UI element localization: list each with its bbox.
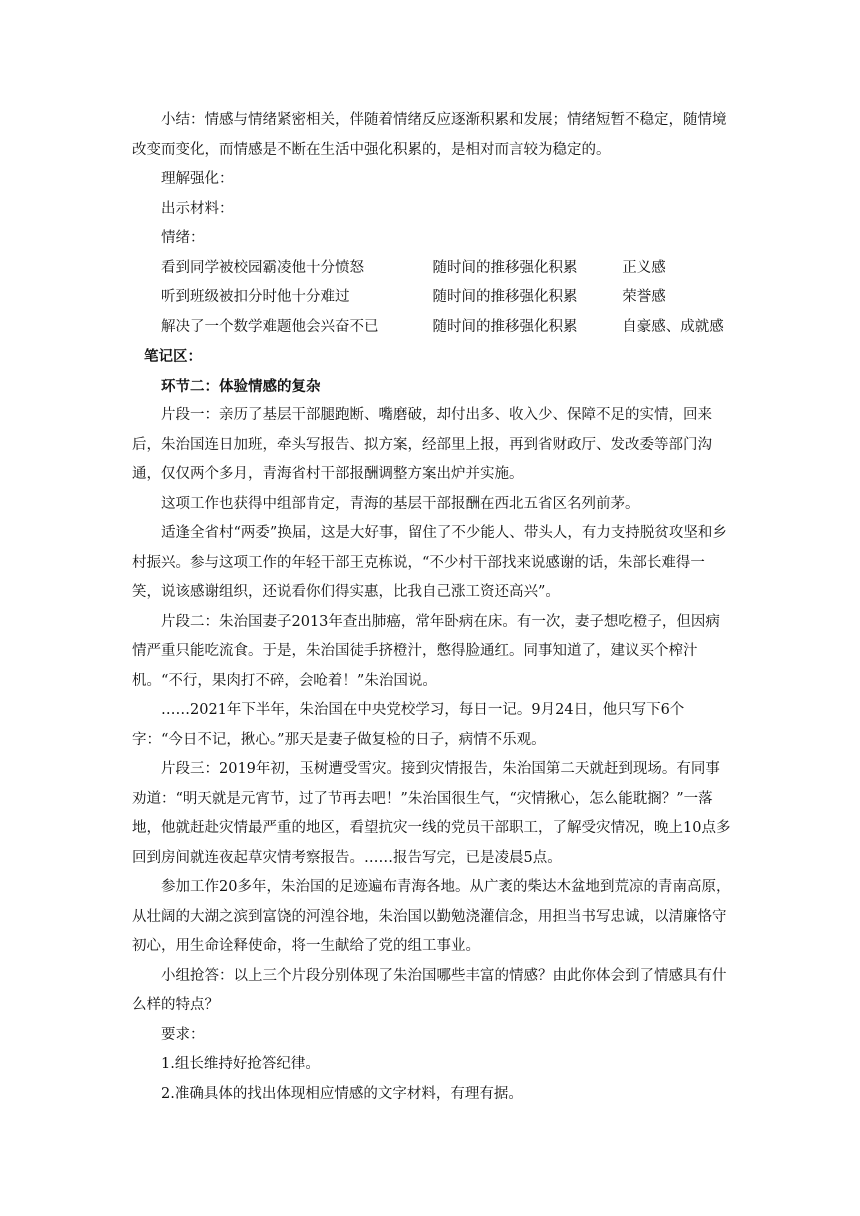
requirement-item: 1.组长维持好抢答纪律。 — [161, 1056, 320, 1072]
table-row — [132, 313, 732, 343]
story-paragraph: ……2021年下半年，朱治国在中央党校学习，每日一记。9月24日，他只写下6个字：“今日不记，揪心。”那天是妻子做复检的日子，病情不乐观。 — [132, 702, 685, 748]
section-title: 环节二：体验情感的复杂 — [161, 377, 321, 395]
story-paragraph: 适逢全省村“两委”换届，这是大好事，留住了不少能人、带头人，有力支持脱贫攻坚和乡村振兴。参与这项工作的年轻干部王克栋说，“不少村干部找来说感谢的话，朱部长难得一笑，说该感谢组织，还说看你们得实惠，比我自己涨工资还高兴”。 — [132, 525, 727, 600]
requirement-item: 2.准确具体的找出体现相应情感的文字材料，有理有据。 — [161, 1085, 523, 1102]
story-paragraph: 片段一：亲历了基层干部腿跑断、嘴磨破，却付出多、收入少、保障不足的实情，回来后，朱治国连日加班，牵头写报告、拟方案，经部里上报，再到省财政厅、发改委等部门沟通，仅仅两个多月，青海省村干部报酬调整方案出炉并实施。 — [132, 407, 712, 482]
understand-heading: 理解强化： — [161, 171, 234, 187]
table-cell-feeling: 自豪感、成就感 — [622, 318, 724, 335]
table-cell-feeling: 正义感 — [622, 259, 666, 276]
material-heading: 出示材料： — [161, 200, 234, 217]
table-cell-process: 随时间的推移强化积累 — [432, 259, 578, 276]
table-cell-event: 看到同学被校园霸凌他十分愤怒 — [161, 259, 364, 276]
document-body — [132, 106, 732, 1109]
table-cell-event: 听到班级被扣分时他十分难过 — [161, 289, 350, 305]
story-paragraph: 参加工作20多年，朱治国的足迹遍布青海各地。从广袤的柴达木盆地到荒凉的青南高原，从壮阔的大湖之滨到富饶的河湟谷地，朱治国以勤勉浇灌信念，用担当书写忠诚，以清廉恪守初心，用生命诠释使命，将一生献给了党的组工事业。 — [132, 879, 731, 954]
requirements-label: 要求： — [161, 1026, 205, 1043]
summary-paragraph: 小结：情感与情绪紧密相关，伴随着情绪反应逐渐积累和发展；情绪短暂不稳定，随情境改变而变化，而情感是不断在生活中强化积累的，是相对而言较为稳定的。 — [132, 112, 727, 158]
table-cell-process: 随时间的推移强化积累 — [432, 318, 578, 335]
story-paragraph: 片段三：2019年初，玉树遭受雪灾。接到灾情报告，朱治国第二天就赶到现场。有同事劝道：“明天就是元宵节，过了节再去吧！”朱治国很生气，“灾情揪心，怎么能耽搁？”一落地，他就赶赴灾情最严重的地区，看望抗灾一线的党员干部职工，了解受灾情况，晚上10点多回到房间就连夜起草灾情考察报告。……报告写完，已是凌晨5点。 — [132, 761, 731, 866]
notes-label: 笔记区： — [144, 348, 202, 365]
story-paragraph: 片段二：朱治国妻子2013年查出肺癌，常年卧病在床。有一次，妻子想吃橙子，但因病情严重只能吃流食。于是，朱治国徒手挤橙汁，憋得脸通红。同事知道了，建议买个榨汁机。“不行，果肉打不碎，会呛着！”朱治国说。 — [132, 613, 720, 689]
table-cell-process: 随时间的推移强化积累 — [432, 289, 578, 305]
emotion-table — [132, 254, 732, 343]
table-cell-event: 解决了一个数学难题他会兴奋不已 — [161, 318, 379, 335]
emotion-heading: 情绪： — [161, 230, 205, 246]
story-paragraph: 这项工作也获得中组部肯定，青海的基层干部报酬在西北五省区名列前茅。 — [161, 495, 640, 512]
table-row — [132, 254, 732, 284]
group-question: 小组抢答：以上三个片段分别体现了朱治国哪些丰富的情感？由此你体会到了情感具有什么样的特点？ — [132, 967, 727, 1013]
table-cell-feeling: 荣誉感 — [622, 289, 666, 305]
table-row — [132, 283, 732, 313]
